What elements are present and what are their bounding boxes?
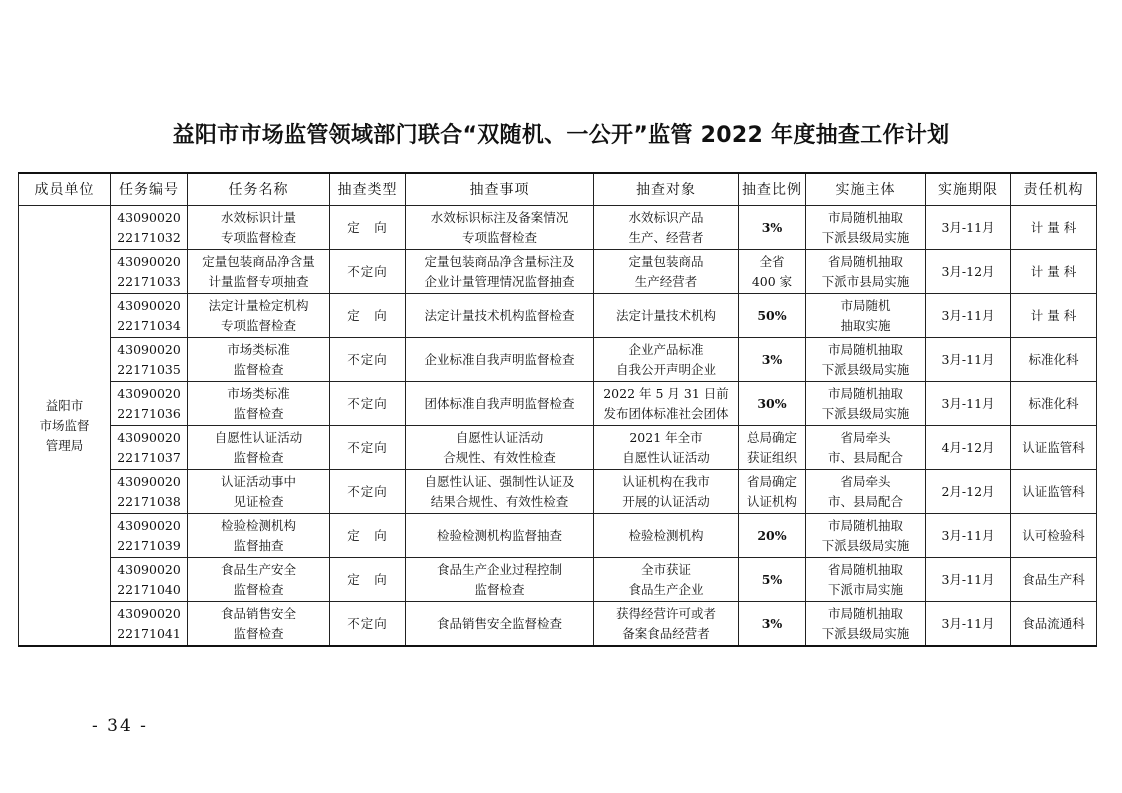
table-row <box>19 382 1097 426</box>
table-row <box>19 470 1097 514</box>
header-cell: 抽查比例 <box>739 173 806 206</box>
table-header-row <box>19 173 1097 206</box>
cell-line: 自愿性认证活动 <box>214 429 303 445</box>
task-name-cell <box>188 558 330 602</box>
inspection-item-cell <box>406 602 594 647</box>
task-code-cell <box>111 514 188 558</box>
task-name-cell <box>188 514 330 558</box>
table-row <box>19 514 1097 558</box>
inspection-ratio-cell <box>739 338 806 382</box>
inspection-ratio-cell <box>739 514 806 558</box>
cell-line: 结果合规性、有效性检查 <box>430 493 569 509</box>
cell-line: 43090020 <box>117 561 181 577</box>
implementing-body-cell <box>806 470 926 514</box>
cell-line: 开展的认证活动 <box>622 493 710 509</box>
period-cell: 4月-12月 <box>926 426 1011 470</box>
inspection-item-cell <box>406 514 594 558</box>
cell-line: 20% <box>757 527 787 543</box>
header-cell: 实施期限 <box>926 173 1011 206</box>
cell-line: 22171034 <box>117 317 181 333</box>
cell-line: 22171036 <box>117 405 181 421</box>
cell-line: 自愿性认证活动 <box>455 429 544 445</box>
cell-line: 监督抽查 <box>233 537 284 553</box>
cell-line: 企业产品标准 <box>628 341 704 357</box>
inspection-ratio-cell <box>739 602 806 647</box>
header-cell: 任务名称 <box>188 173 330 206</box>
cell-line: 食品生产企业过程控制 <box>436 561 562 577</box>
cell-line: 市局随机抽取 <box>827 209 903 225</box>
cell-line: 监督检查 <box>474 581 525 597</box>
header-cell: 实施主体 <box>806 173 926 206</box>
cell-line: 定量包装商品净含量 <box>202 253 315 269</box>
cell-line: 认证机构在我市 <box>622 473 710 489</box>
cell-line: 30% <box>757 395 787 411</box>
period-cell: 3月-12月 <box>926 250 1011 294</box>
responsible-org-cell: 食品生产科 <box>1011 558 1097 602</box>
inspection-type-cell: 定 向 <box>330 206 406 250</box>
cell-line: 检验检测机构 <box>220 517 296 533</box>
cell-line: 监督检查 <box>233 581 284 597</box>
cell-line: 43090020 <box>117 341 181 357</box>
inspection-target-cell <box>594 382 739 426</box>
task-name-cell <box>188 250 330 294</box>
table-row <box>19 250 1097 294</box>
cell-line: 检验检测机构 <box>628 527 704 543</box>
cell-line: 专项监督检查 <box>220 229 296 245</box>
cell-line: 益阳市 <box>45 397 84 413</box>
cell-line: 计量监督专项抽查 <box>208 273 309 289</box>
implementing-body-cell <box>806 338 926 382</box>
header-cell: 抽查对象 <box>594 173 739 206</box>
cell-line: 食品生产企业 <box>628 581 704 597</box>
responsible-org-cell: 认证监管科 <box>1011 426 1097 470</box>
responsible-org-cell: 食品流通科 <box>1011 602 1097 647</box>
inspection-type-cell: 定 向 <box>330 514 406 558</box>
header-cell: 抽查类型 <box>330 173 406 206</box>
inspection-plan-table <box>18 172 1097 647</box>
implementing-body-cell <box>806 206 926 250</box>
cell-line: 22171033 <box>117 273 181 289</box>
table-row <box>19 602 1097 647</box>
task-name-cell <box>188 602 330 647</box>
cell-line: 自我公开声明企业 <box>615 361 716 377</box>
cell-line: 监督检查 <box>233 405 284 421</box>
header-cell: 责任机构 <box>1011 173 1097 206</box>
task-name-cell <box>188 382 330 426</box>
implementing-body-cell <box>806 602 926 647</box>
inspection-target-cell <box>594 250 739 294</box>
inspection-target-cell <box>594 602 739 647</box>
inspection-item-cell <box>406 426 594 470</box>
cell-line: 定量包装商品净含量标注及 <box>424 253 575 269</box>
cell-line: 22171032 <box>117 229 181 245</box>
cell-line: 食品销售安全 <box>220 605 296 621</box>
cell-line: 市场类标准 <box>227 385 290 401</box>
cell-line: 专项监督检查 <box>461 229 537 245</box>
inspection-ratio-cell <box>739 294 806 338</box>
task-code-cell <box>111 338 188 382</box>
cell-line: 发布团体标准社会团体 <box>603 405 729 421</box>
period-cell: 3月-11月 <box>926 338 1011 382</box>
cell-line: 食品销售安全监督检查 <box>436 615 562 631</box>
period-cell: 3月-11月 <box>926 514 1011 558</box>
task-name-cell <box>188 470 330 514</box>
period-cell: 3月-11月 <box>926 602 1011 647</box>
member-unit-cell <box>19 206 111 647</box>
cell-line: 法定计量技术机构监督检查 <box>424 307 575 323</box>
period-cell: 2月-12月 <box>926 470 1011 514</box>
cell-line: 43090020 <box>117 209 181 225</box>
cell-line: 下派市局实施 <box>827 581 903 597</box>
cell-line: 市局随机 <box>840 297 891 313</box>
table-row <box>19 558 1097 602</box>
inspection-type-cell: 定 向 <box>330 558 406 602</box>
inspection-target-cell <box>594 470 739 514</box>
task-name-cell <box>188 338 330 382</box>
cell-line: 水效标识产品 <box>628 209 704 225</box>
cell-line: 市场类标准 <box>227 341 290 357</box>
cell-line: 认证活动事中 <box>220 473 296 489</box>
inspection-item-cell <box>406 558 594 602</box>
responsible-org-cell: 认可检验科 <box>1011 514 1097 558</box>
cell-line: 省局随机抽取 <box>827 253 903 269</box>
inspection-type-cell: 不定向 <box>330 338 406 382</box>
cell-line: 22171039 <box>117 537 181 553</box>
cell-line: 全市获证 <box>640 561 691 577</box>
cell-line: 43090020 <box>117 429 181 445</box>
cell-line: 企业标准自我声明监督检查 <box>424 351 575 367</box>
table-row <box>19 294 1097 338</box>
task-code-cell <box>111 558 188 602</box>
task-code-cell <box>111 250 188 294</box>
task-code-cell <box>111 426 188 470</box>
cell-line: 获证组织 <box>746 449 797 465</box>
cell-line: 自愿性认证活动 <box>622 449 710 465</box>
responsible-org-cell: 标准化科 <box>1011 338 1097 382</box>
cell-line: 备案食品经营者 <box>622 625 710 641</box>
inspection-item-cell <box>406 382 594 426</box>
cell-line: 下派市县局实施 <box>821 273 910 289</box>
implementing-body-cell <box>806 514 926 558</box>
header-cell: 抽查事项 <box>406 173 594 206</box>
inspection-type-cell: 不定向 <box>330 250 406 294</box>
cell-line: 总局确定 <box>746 429 797 445</box>
inspection-ratio-cell <box>739 382 806 426</box>
page-title: 益阳市市场监管领域部门联合“双随机、一公开”监管 2022 年度抽查工作计划 <box>172 123 950 148</box>
responsible-org-cell: 认证监管科 <box>1011 470 1097 514</box>
implementing-body-cell <box>806 294 926 338</box>
cell-line: 省局牵头 <box>840 473 891 489</box>
cell-line: 省局确定 <box>746 473 797 489</box>
cell-line: 抽取实施 <box>840 317 891 333</box>
cell-line: 22171038 <box>117 493 181 509</box>
task-code-cell <box>111 382 188 426</box>
inspection-target-cell <box>594 338 739 382</box>
task-name-cell <box>188 294 330 338</box>
inspection-target-cell <box>594 426 739 470</box>
inspection-ratio-cell <box>739 558 806 602</box>
cell-line: 22171035 <box>117 361 181 377</box>
period-cell: 3月-11月 <box>926 558 1011 602</box>
page-number: - 34 - <box>92 716 148 736</box>
cell-line: 市、县局配合 <box>827 493 903 509</box>
cell-line: 2022 年 5 月 31 日前 <box>603 385 729 401</box>
cell-line: 3% <box>761 351 783 367</box>
task-code-cell <box>111 602 188 647</box>
inspection-type-cell: 不定向 <box>330 382 406 426</box>
cell-line: 生产经营者 <box>634 273 698 289</box>
task-name-cell <box>188 426 330 470</box>
cell-line: 市局随机抽取 <box>827 517 903 533</box>
cell-line: 检验检测机构监督抽查 <box>436 527 562 543</box>
cell-line: 法定计量技术机构 <box>615 307 716 323</box>
cell-line: 22171037 <box>117 449 181 465</box>
cell-line: 22171041 <box>117 625 181 641</box>
cell-line: 43090020 <box>117 473 181 489</box>
inspection-type-cell: 不定向 <box>330 602 406 647</box>
task-name-cell <box>188 206 330 250</box>
cell-line: 专项监督检查 <box>220 317 296 333</box>
implementing-body-cell <box>806 558 926 602</box>
cell-line: 水效标识计量 <box>220 209 296 225</box>
implementing-body-cell <box>806 250 926 294</box>
inspection-target-cell <box>594 294 739 338</box>
header-cell: 任务编号 <box>111 173 188 206</box>
cell-line: 法定计量检定机构 <box>208 297 309 313</box>
period-cell: 3月-11月 <box>926 294 1011 338</box>
cell-line: 管理局 <box>45 437 84 453</box>
cell-line: 下派县级局实施 <box>821 625 910 641</box>
cell-line: 43090020 <box>117 253 181 269</box>
inspection-target-cell <box>594 514 739 558</box>
inspection-item-cell <box>406 250 594 294</box>
cell-line: 43090020 <box>117 605 181 621</box>
cell-line: 监督检查 <box>233 361 284 377</box>
inspection-type-cell: 不定向 <box>330 426 406 470</box>
cell-line: 下派县级局实施 <box>821 405 910 421</box>
table-row <box>19 426 1097 470</box>
inspection-target-cell <box>594 558 739 602</box>
cell-line: 2021 年全市 <box>629 429 703 445</box>
inspection-item-cell <box>406 206 594 250</box>
cell-line: 3% <box>761 219 783 235</box>
cell-line: 生产、经营者 <box>628 229 704 245</box>
cell-line: 市局随机抽取 <box>827 385 903 401</box>
cell-line: 水效标识标注及备案情况 <box>430 209 569 225</box>
table-row <box>19 338 1097 382</box>
cell-line: 400 家 <box>751 273 793 289</box>
responsible-org-cell: 计 量 科 <box>1011 294 1097 338</box>
cell-line: 团体标准自我声明监督检查 <box>424 395 575 411</box>
cell-line: 食品生产安全 <box>220 561 296 577</box>
cell-line: 22171040 <box>117 581 181 597</box>
cell-line: 下派县级局实施 <box>821 361 910 377</box>
inspection-type-cell: 不定向 <box>330 470 406 514</box>
responsible-org-cell: 标准化科 <box>1011 382 1097 426</box>
cell-line: 下派县级局实施 <box>821 537 910 553</box>
cell-line: 3% <box>761 615 783 631</box>
responsible-org-cell: 计 量 科 <box>1011 250 1097 294</box>
task-code-cell <box>111 470 188 514</box>
cell-line: 自愿性认证、强制性认证及 <box>424 473 575 489</box>
table-row <box>19 206 1097 250</box>
task-code-cell <box>111 294 188 338</box>
period-cell: 3月-11月 <box>926 206 1011 250</box>
cell-line: 获得经营许可或者 <box>615 605 716 621</box>
cell-line: 省局牵头 <box>840 429 891 445</box>
cell-line: 监督检查 <box>233 625 284 641</box>
inspection-ratio-cell <box>739 426 806 470</box>
cell-line: 合规性、有效性检查 <box>443 449 556 465</box>
cell-line: 省局随机抽取 <box>827 561 903 577</box>
responsible-org-cell: 计 量 科 <box>1011 206 1097 250</box>
cell-line: 认证机构 <box>746 493 797 509</box>
cell-line: 见证检查 <box>233 493 284 509</box>
implementing-body-cell <box>806 426 926 470</box>
task-code-cell <box>111 206 188 250</box>
inspection-ratio-cell <box>739 470 806 514</box>
cell-line: 市局随机抽取 <box>827 605 903 621</box>
inspection-item-cell <box>406 294 594 338</box>
cell-line: 市局随机抽取 <box>827 341 903 357</box>
inspection-item-cell <box>406 338 594 382</box>
cell-line: 市场监督 <box>39 417 90 433</box>
inspection-ratio-cell <box>739 206 806 250</box>
cell-line: 43090020 <box>117 385 181 401</box>
cell-line: 全省 <box>759 253 785 269</box>
implementing-body-cell <box>806 382 926 426</box>
header-cell: 成员单位 <box>19 173 111 206</box>
cell-line: 50% <box>757 307 787 323</box>
cell-line: 市、县局配合 <box>827 449 903 465</box>
cell-line: 下派县级局实施 <box>821 229 910 245</box>
period-cell: 3月-11月 <box>926 382 1011 426</box>
cell-line: 43090020 <box>117 297 181 313</box>
cell-line: 5% <box>761 571 783 587</box>
cell-line: 监督检查 <box>233 449 284 465</box>
inspection-type-cell: 定 向 <box>330 294 406 338</box>
inspection-target-cell <box>594 206 739 250</box>
cell-line: 定量包装商品 <box>628 253 704 269</box>
inspection-item-cell <box>406 470 594 514</box>
cell-line: 企业计量管理情况监督抽查 <box>424 273 575 289</box>
cell-line: 43090020 <box>117 517 181 533</box>
inspection-ratio-cell <box>739 250 806 294</box>
